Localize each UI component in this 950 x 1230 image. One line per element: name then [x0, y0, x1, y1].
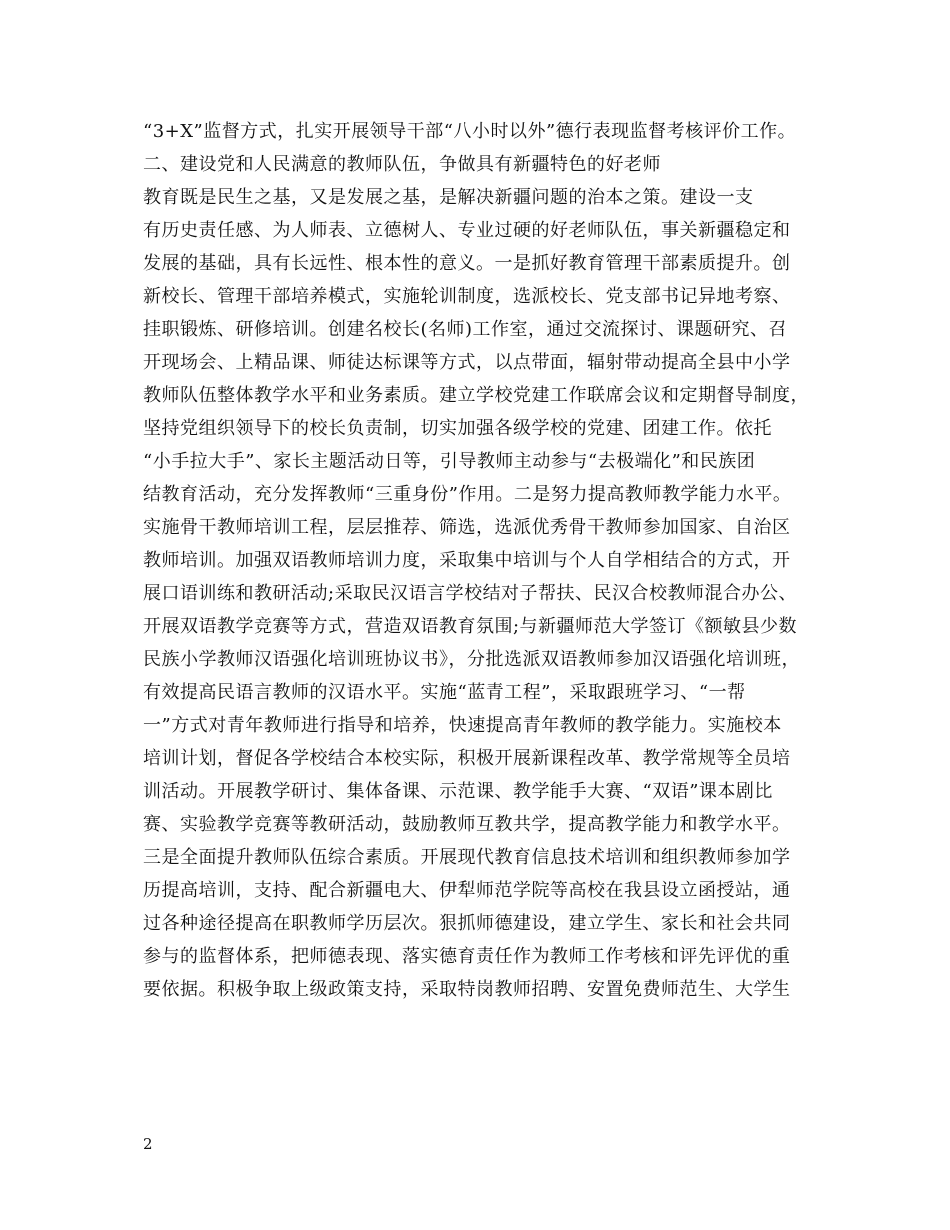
text-line: 一”方式对青年教师进行指导和培养，快速提高青年教师的教学能力。实施校本 — [143, 715, 782, 736]
text-line: 新校长、管理干部培养模式，实施轮训制度，选派校长、党支部书记异地考察、 — [143, 286, 791, 307]
text-line: 教师队伍整体教学水平和业务素质。建立学校党建工作联席会议和定期督导制度， — [143, 385, 809, 406]
text-line: 训活动。开展教学研讨、集体备课、示范课、教学能手大赛、“双语”课本剧比 — [143, 781, 773, 802]
text-line: 实施骨干教师培训工程，层层推荐、筛选，选派优秀骨干教师参加国家、自治区 — [143, 517, 791, 538]
text-line: 过各种途径提高在职教师学历层次。狠抓师德建设，建立学生、家长和社会共同 — [143, 913, 791, 934]
text-line: 坚持党组织领导下的校长负责制，切实加强各级学校的党建、团建工作。依托 — [143, 418, 772, 439]
text-line: 有效提高民语言教师的汉语水平。实施“蓝青工程”，采取跟班学习、“一帮 — [143, 682, 746, 703]
text-line: 培训计划，督促各学校结合本校实际，积极开展新课程改革、教学常规等全员培 — [143, 748, 791, 769]
text-line: 教师培训。加强双语教师培训力度，采取集中培训与个人自学相结合的方式，开 — [143, 550, 791, 571]
text-line: “3+X”监督方式，扎实开展领导干部“八小时以外”德行表现监督考核评价工作。 — [143, 121, 797, 142]
text-line: 有历史责任感、为人师表、立德树人、专业过硬的好老师队伍，事关新疆稳定和 — [143, 220, 791, 241]
text-line: 开现场会、上精品课、师徒达标课等方式，以点带面，辐射带动提高全县中小学 — [143, 352, 791, 373]
text-line: 要依据。积极争取上级政策支持，采取特岗教师招聘、安置免费师范生、大学生 — [143, 979, 791, 1000]
text-line: 发展的基础，具有长远性、根本性的意义。一是抓好教育管理干部素质提升。创 — [143, 253, 791, 274]
text-line: 三是全面提升教师队伍综合素质。开展现代教育信息技术培训和组织教师参加学 — [143, 847, 791, 868]
text-line: 展口语训练和教研活动;采取民汉语言学校结对子帮扶、民汉合校教师混合办公、 — [143, 583, 798, 604]
section-heading: 二、建设党和人民满意的教师队伍，争做具有新疆特色的好老师 — [143, 154, 661, 175]
text-line: “小手拉大手”、家长主题活动日等，引导教师主动参与“去极端化”和民族团 — [143, 451, 756, 472]
text-line: 历提高培训，支持、配合新疆电大、伊犁师范学院等高校在我县设立函授站，通 — [143, 880, 791, 901]
text-line: 结教育活动，充分发挥教师“三重身份”作用。二是努力提高教师教学能力水平。 — [143, 484, 792, 505]
text-line: 开展双语教学竞赛等方式，营造双语教育氛围;与新疆师范大学签订《额敏县少数 — [143, 616, 798, 637]
text-line: 参与的监督体系，把师德表现、落实德育责任作为教师工作考核和评先评优的重 — [143, 946, 791, 967]
text-line: 挂职锻炼、研修培训。创建名校长(名师)工作室，通过交流探讨、课题研究、召 — [143, 319, 788, 340]
text-line: 赛、实验教学竞赛等教研活动，鼓励教师互教共学，提高教学能力和教学水平。 — [143, 814, 791, 835]
text-line: 民族小学教师汉语强化培训班协议书》，分批选派双语教师参加汉语强化培训班， — [143, 649, 800, 670]
page-number: 2 — [143, 1135, 153, 1153]
text-line: 教育既是民生之基，又是发展之基，是解决新疆问题的治本之策。建设一支 — [143, 187, 754, 208]
body-text — [143, 115, 823, 1006]
